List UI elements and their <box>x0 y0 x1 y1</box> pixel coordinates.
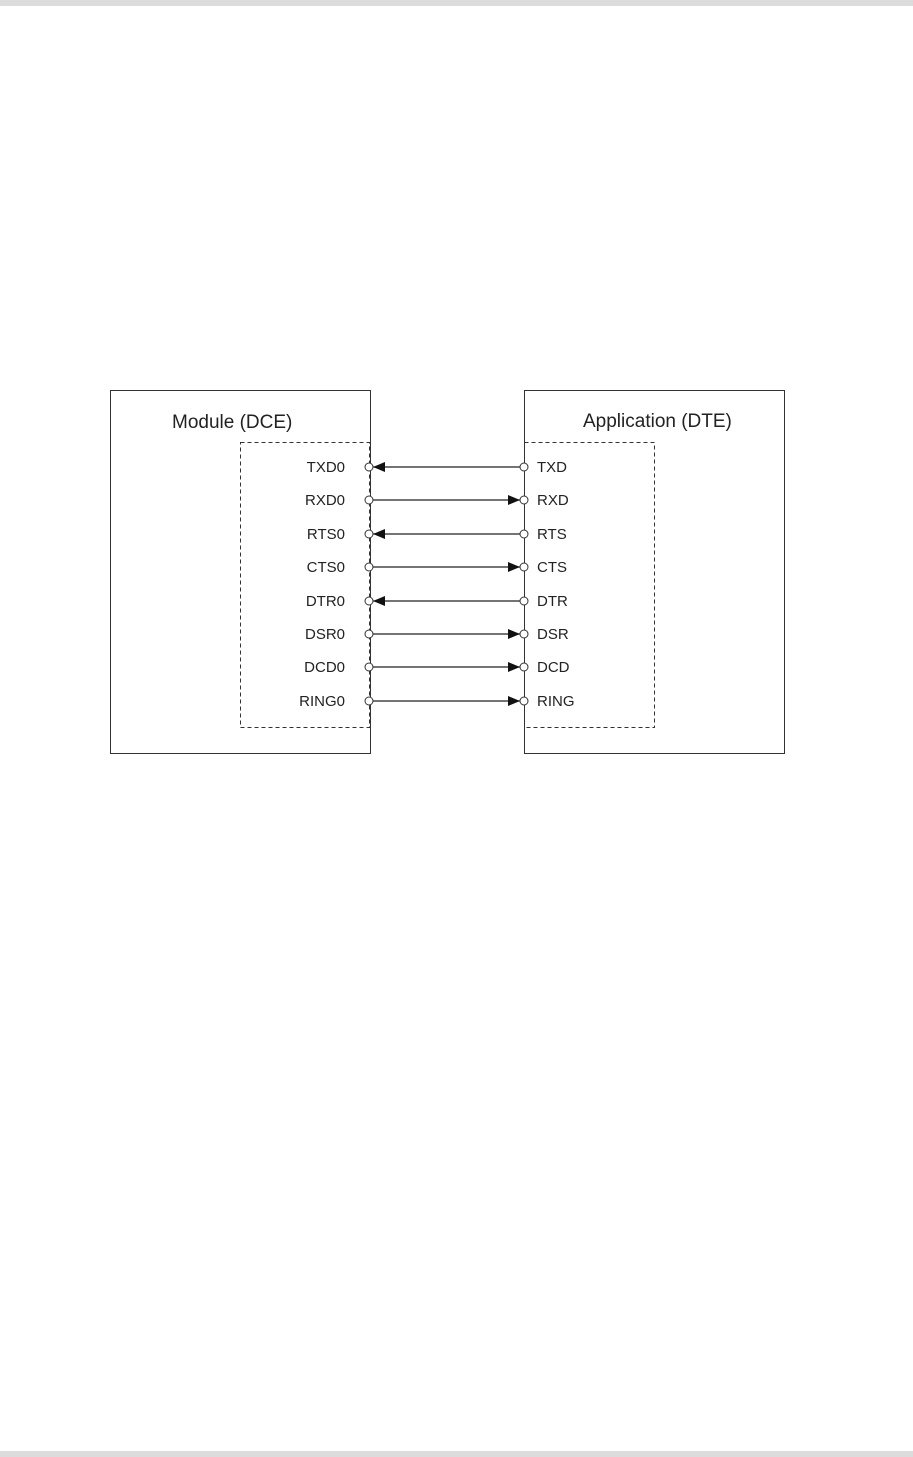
signal-row <box>304 659 570 676</box>
application-pin-terminal <box>520 630 528 638</box>
application-dte-interface-box <box>525 443 655 728</box>
arrowhead-icon <box>508 662 520 672</box>
signal-rows <box>299 459 574 710</box>
arrowhead-icon <box>508 562 520 572</box>
signal-row <box>306 593 568 610</box>
arrowhead-icon <box>373 462 385 472</box>
application-pin-label: DCD <box>537 659 570 676</box>
application-pin-label: TXD <box>537 459 567 476</box>
application-pin-terminal <box>520 563 528 571</box>
module-pin-terminal <box>365 597 373 605</box>
module-dce-interface-box <box>241 443 370 728</box>
module-pin-label: CTS0 <box>306 559 345 576</box>
application-pin-terminal <box>520 697 528 705</box>
signal-row <box>305 492 569 509</box>
application-pin-label: DSR <box>537 626 569 643</box>
arrowhead-icon <box>373 529 385 539</box>
application-pin-label: CTS <box>537 559 567 576</box>
signal-row <box>305 626 569 643</box>
signal-row <box>307 559 567 576</box>
module-pin-label: RXD0 <box>304 492 345 509</box>
application-pin-terminal <box>520 496 528 504</box>
signal-row <box>307 526 567 543</box>
application-pin-label: RXD <box>537 492 569 509</box>
application-pin-label: DTR <box>537 593 568 610</box>
module-pin-label: DTR0 <box>305 593 345 610</box>
application-pin-terminal <box>520 530 528 538</box>
application-pin-terminal <box>520 463 528 471</box>
application-pin-label: RING <box>537 693 575 710</box>
application-dte-title: Application (DTE) <box>583 411 732 432</box>
arrowhead-icon <box>508 495 520 505</box>
application-pin-terminal <box>520 663 528 671</box>
module-pin-label: RING0 <box>299 693 345 710</box>
page-bottom-edge <box>0 1451 913 1457</box>
module-pin-label: DCD0 <box>304 659 345 676</box>
application-pin-terminal <box>520 597 528 605</box>
module-pin-terminal <box>365 630 373 638</box>
signal-row <box>307 459 568 476</box>
module-pin-label: RTS0 <box>306 526 345 543</box>
arrowhead-icon <box>508 629 520 639</box>
signal-row <box>299 693 574 710</box>
application-pin-label: RTS <box>537 526 567 543</box>
module-pin-terminal <box>365 463 373 471</box>
module-dce-title: Module (DCE) <box>172 412 293 433</box>
module-pin-terminal <box>365 530 373 538</box>
module-pin-terminal <box>365 697 373 705</box>
module-pin-terminal <box>365 663 373 671</box>
module-pin-terminal <box>365 563 373 571</box>
module-pin-label: DSR0 <box>304 626 345 643</box>
module-pin-label: TXD0 <box>306 459 345 476</box>
arrowhead-icon <box>508 696 520 706</box>
arrowhead-icon <box>373 596 385 606</box>
module-pin-terminal <box>365 496 373 504</box>
